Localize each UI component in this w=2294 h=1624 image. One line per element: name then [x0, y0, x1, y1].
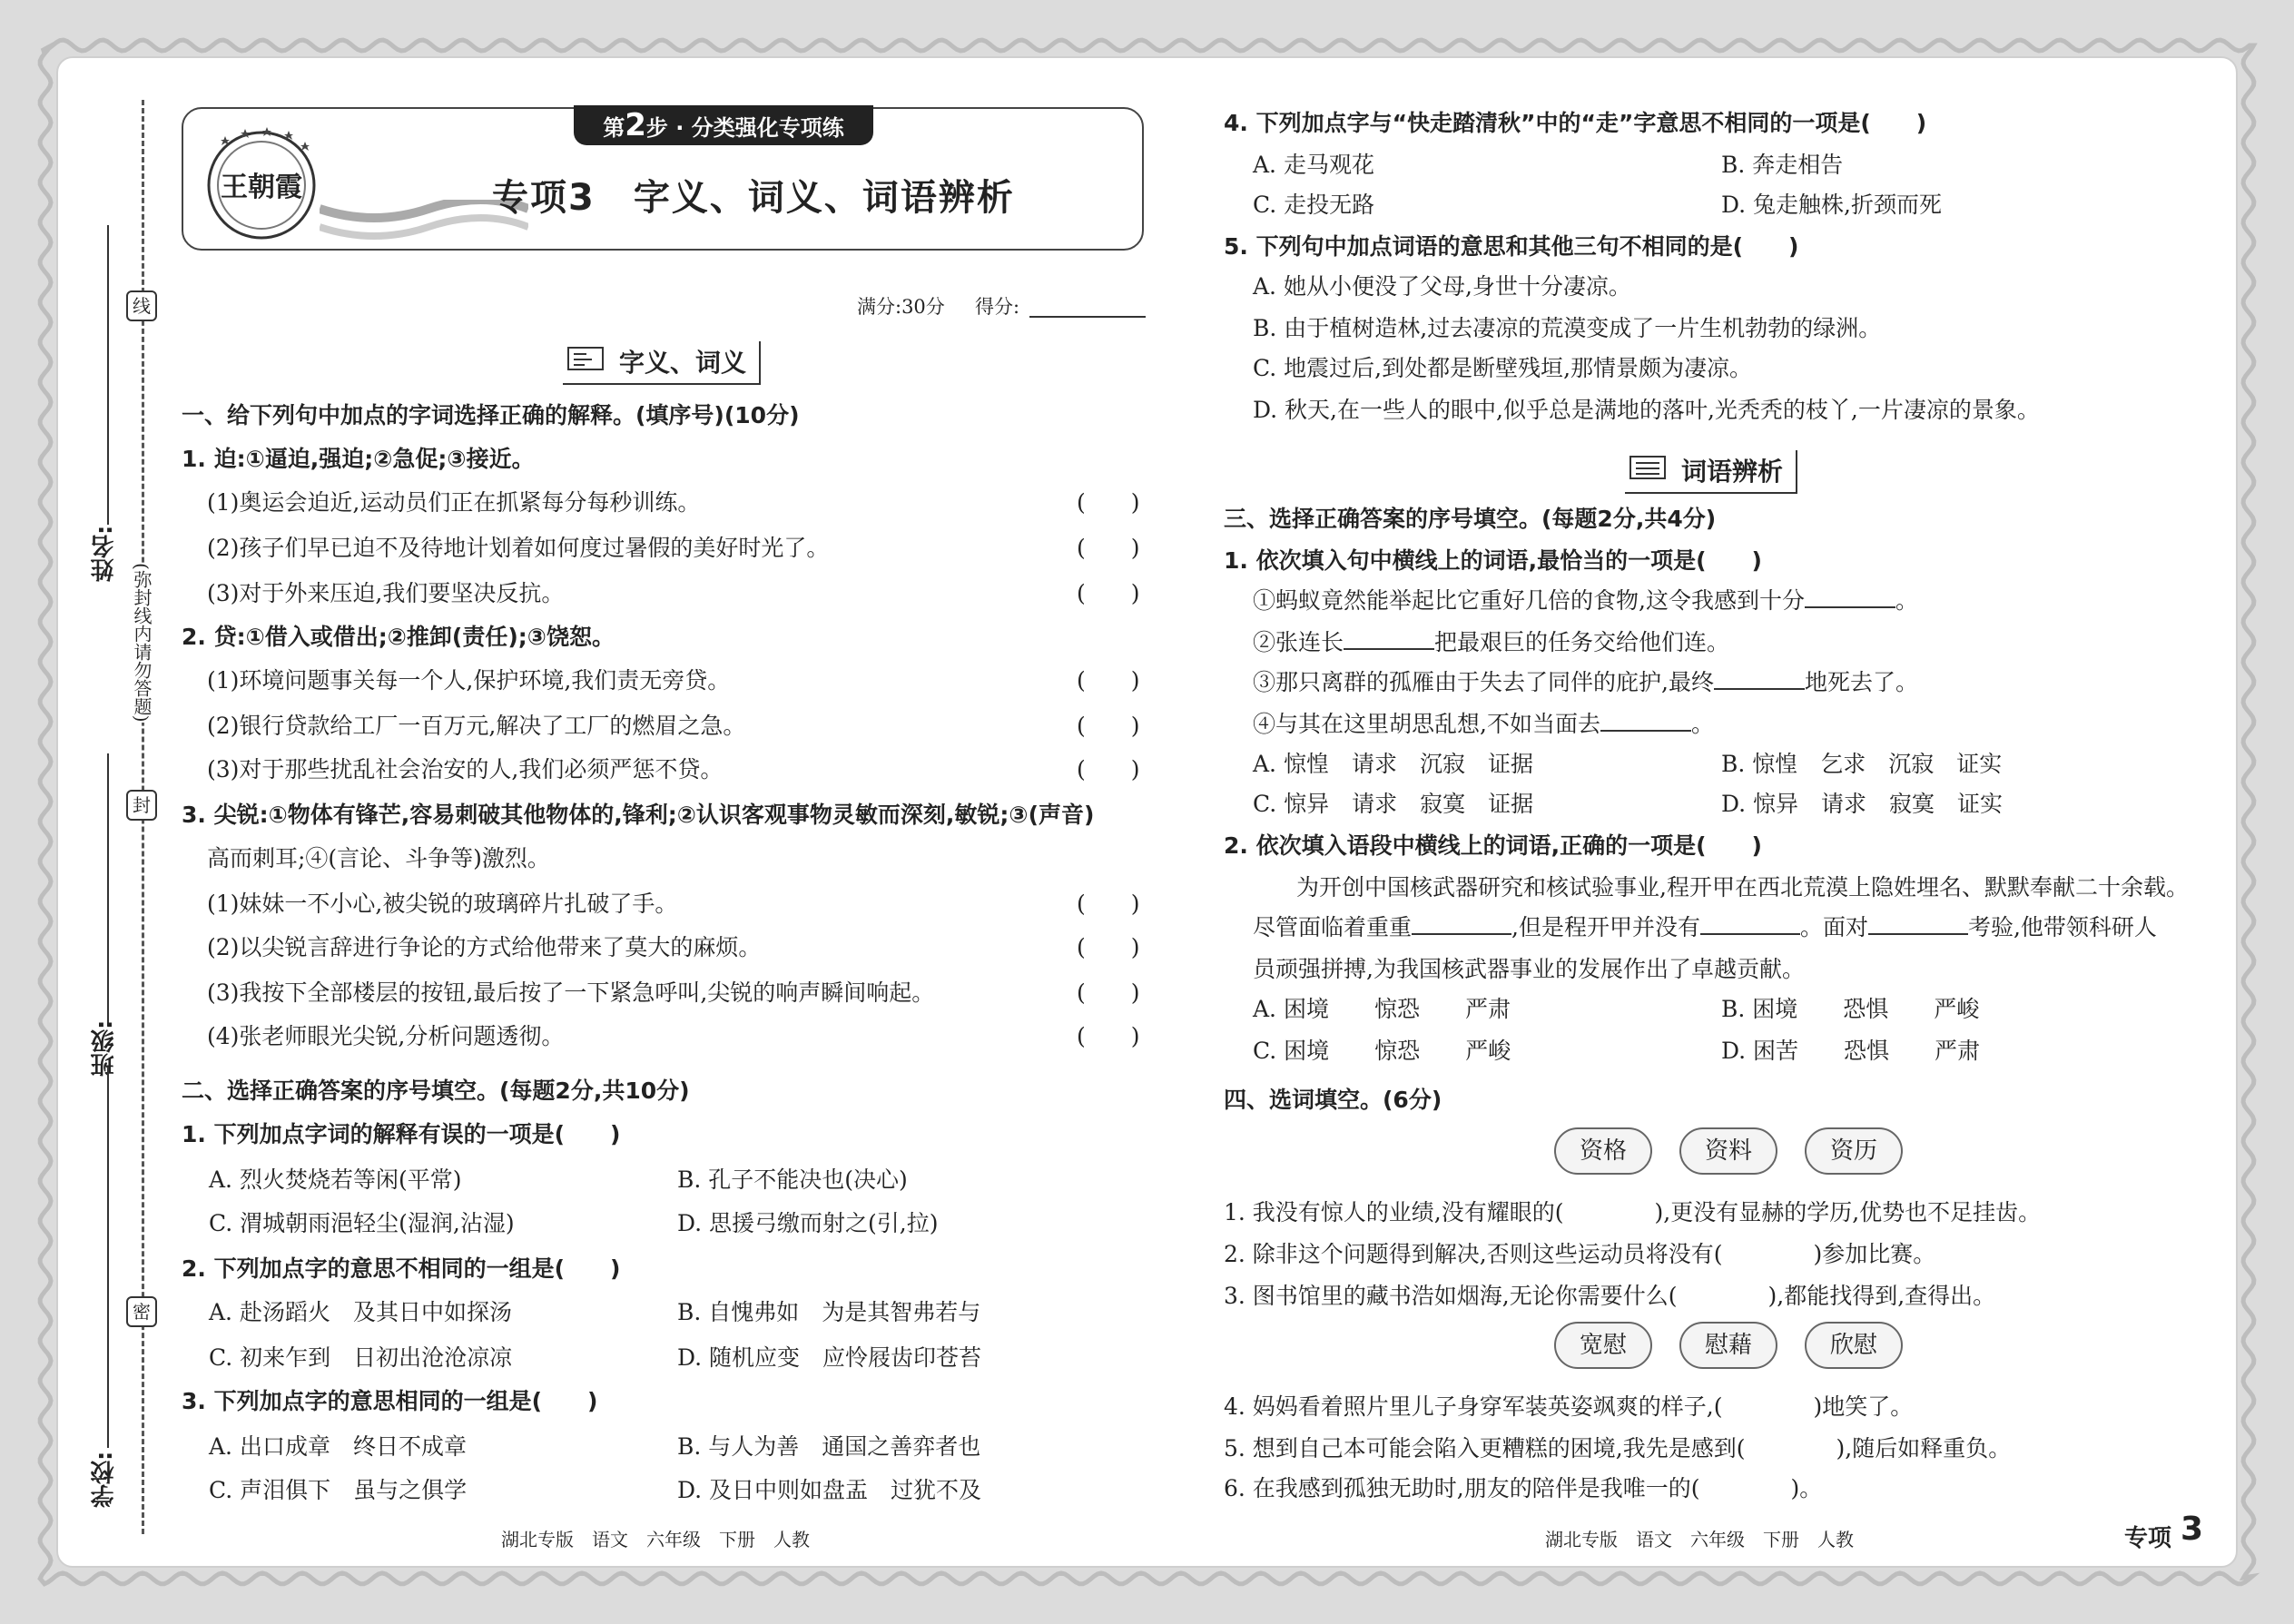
q4-sentence-1: 1. 我没有惊人的业绩,没有耀眼的( ),更没有显赫的学历,优势也不足挂齿。: [1224, 1199, 2042, 1225]
q1-3-3: (3)我按下全部楼层的按钮,最后按了一下紧急呼叫,尖锐的响声瞬间响起。: [207, 979, 935, 1006]
step-badge: [574, 105, 873, 145]
book-icon: [566, 345, 606, 372]
answer-paren[interactable]: ( ): [1077, 891, 1140, 917]
full-score: 满分:30分: [857, 296, 945, 318]
option-b[interactable]: B. 惊惶 乞求 沉寂 证实: [1721, 751, 2003, 777]
badge-num: 2: [625, 107, 646, 143]
line-text: ②张连长: [1253, 629, 1344, 655]
answer-paren[interactable]: ( ): [1077, 535, 1140, 561]
q1-1-2: (2)孩子们早已迫不及待地计划着如何度过暑假的美好时光了。: [207, 535, 830, 561]
option-d[interactable]: D. 惊异 请求 寂寞 证实: [1721, 791, 2004, 817]
word-choice[interactable]: 资历: [1805, 1127, 1903, 1175]
option-b[interactable]: B. 困境 恐惧 严峻: [1721, 996, 1980, 1022]
badge-post: 步 · 分类强化专项练: [645, 115, 844, 141]
q1-heading: 一、给下列句中加点的字词选择正确的解释。(填序号)(10分): [182, 402, 800, 428]
option-c[interactable]: C. 声泪俱下 虽与之俱学: [209, 1477, 468, 1503]
q1-2-3: (3)对于那些扰乱社会治安的人,我们必须严惩不贷。: [207, 756, 724, 782]
section-header-meaning: [563, 341, 761, 385]
option-c[interactable]: C. 地震过后,到处都是断壁残垣,那情景颇为凄凉。: [1253, 355, 1753, 381]
fill-blank[interactable]: [1714, 688, 1805, 690]
answer-paren[interactable]: ( ): [1077, 979, 1140, 1006]
q3-1-line4: ④与其在这里胡思乱想,不如当面去 。: [1253, 711, 1714, 737]
option-d[interactable]: D. 困苦 恐惧 严肃: [1721, 1038, 1981, 1064]
line-text: 把最艰巨的任务交给他们连。: [1434, 629, 1730, 655]
word-choice[interactable]: 资格: [1554, 1127, 1652, 1175]
q4-heading: 四、选词填空。(6分): [1224, 1087, 1442, 1113]
page-label: 专项: [2124, 1525, 2172, 1552]
q2-heading: 二、选择正确答案的序号填空。(每题2分,共10分): [182, 1078, 690, 1104]
option-c[interactable]: C. 渭城朝雨浥轻尘(湿润,沾湿): [209, 1210, 515, 1236]
line-text: 考验,他带领科研人: [1967, 914, 2157, 940]
svg-text:王朝霞: 王朝霞: [221, 172, 302, 203]
answer-paren[interactable]: ( ): [1077, 756, 1140, 782]
fill-blank[interactable]: [1868, 933, 1968, 935]
option-a[interactable]: A. 出口成章 终日不成章: [209, 1433, 467, 1460]
word-choice[interactable]: 欣慰: [1805, 1322, 1903, 1369]
option-a[interactable]: A. 烈火焚烧若等闲(平常): [209, 1166, 462, 1193]
option-b[interactable]: B. 由于植树造林,过去凄凉的荒漠变成了一片生机勃勃的绿洲。: [1253, 315, 1882, 341]
option-c[interactable]: C. 初来乍到 日初出沧沧凉凉: [209, 1344, 513, 1371]
q3-2-para2: [1253, 910, 2157, 942]
school-label: 学校:: [91, 1451, 118, 1509]
answer-paren[interactable]: ( ): [1077, 713, 1140, 739]
class-label: 班级:: [91, 1019, 118, 1078]
option-a[interactable]: A. 困境 惊恐 严肃: [1253, 996, 1511, 1022]
line-text: ,但是程开甲并没有: [1511, 914, 1700, 940]
option-c[interactable]: C. 走投无路: [1253, 192, 1375, 218]
line-text: ④与其在这里胡思乱想,不如当面去: [1253, 711, 1600, 737]
q1-3-2: (2)以尖锐言辞进行争论的方式给他带来了莫大的麻烦。: [207, 934, 762, 960]
score-label: 得分:: [975, 296, 1020, 318]
q1-1-1: (1)奥运会迫近,运动员们正在抓紧每分每秒训练。: [207, 489, 701, 516]
line-text: ③那只离群的孤雁由于失去了同伴的庇护,最终: [1253, 669, 1714, 695]
seal-sidebar: [87, 100, 178, 1534]
q3-2-para3: 员顽强拼搏,为我国核武器事业的发展作出了卓越贡献。: [1253, 956, 1805, 982]
q3-1-line2: [1253, 625, 1729, 657]
word-choice[interactable]: 慰藉: [1679, 1322, 1777, 1369]
q1-3-1: (1)妹妹一不小心,被尖锐的玻璃碎片扎破了手。: [207, 891, 678, 917]
option-d[interactable]: D. 思援弓缴而射之(引,拉): [677, 1210, 939, 1236]
answer-paren[interactable]: ( ): [1077, 489, 1140, 516]
q4-sentence-5: 5. 想到自己本可能会陷入更糟糕的困境,我先是感到( ),随后如释重负。: [1224, 1435, 2012, 1462]
footer-left: 湖北专版 语文 六年级 下册 人教: [501, 1529, 810, 1550]
q1-2-stem: 2. 贷:①借入或借出;②推卸(责任);③饶恕。: [182, 624, 615, 650]
q3-heading: 三、选择正确答案的序号填空。(每题2分,共4分): [1224, 506, 1717, 532]
option-d[interactable]: D. 随机应变 应怜屐齿印苍苔: [677, 1344, 982, 1371]
option-a[interactable]: A. 走马观花: [1253, 152, 1374, 178]
section-title: 词语辨析: [1681, 457, 1784, 487]
line-text: ①蚂蚁竟然能举起比它重好几倍的食物,这令我感到十分: [1253, 587, 1805, 614]
q3-1-line3: [1253, 664, 1918, 697]
section-header-discrimination: [1625, 450, 1797, 494]
q4-sentence-4: 4. 妈妈看着照片里儿子身穿军装英姿飒爽的样子,( )地笑了。: [1224, 1393, 1914, 1420]
q3-2-stem: 2. 依次填入语段中横线上的词语,正确的一项是( ): [1224, 832, 1762, 859]
q1-1-3: (3)对于外来压迫,我们要坚决反抗。: [207, 580, 565, 606]
q3-1-line1: ①蚂蚁竟然能举起比它重好几倍的食物,这令我感到十分 。: [1253, 587, 1918, 614]
word-choice[interactable]: 资料: [1679, 1127, 1777, 1175]
title-banner: [182, 107, 1144, 251]
option-a[interactable]: A. 惊惶 请求 沉寂 证据: [1253, 751, 1533, 777]
option-a[interactable]: A. 她从小便没了父母,身世十分凄凉。: [1253, 273, 1631, 300]
q4-sentence-2: 2. 除非这个问题得到解决,否则这些运动员将没有( )参加比赛。: [1224, 1241, 1936, 1267]
fill-blank[interactable]: [1344, 648, 1434, 650]
answer-paren[interactable]: ( ): [1077, 934, 1140, 960]
line-text: 地死去了。: [1804, 669, 1918, 695]
q4-sentence-3: 3. 图书馆里的藏书浩如烟海,无论你需要什么( ),都能找得到,查得出。: [1224, 1283, 1996, 1309]
q1-2-1: (1)环境问题事关每一个人,保护环境,我们责无旁贷。: [207, 667, 731, 694]
q1-2-2: (2)银行贷款给工厂一百万元,解决了工厂的燃眉之急。: [207, 713, 746, 739]
badge-pre: 第: [603, 115, 625, 141]
q1-1-stem: 1. 迫:①逼迫,强迫;②急促;③接近。: [182, 446, 535, 472]
option-b[interactable]: B. 与人为善 通国之善弈者也: [677, 1433, 981, 1460]
option-a[interactable]: A. 赴汤蹈火 及其日中如探汤: [209, 1299, 512, 1325]
page-title: 专项3 字义、词义、词语辨析: [492, 177, 1015, 219]
option-b[interactable]: B. 奔走相告: [1721, 152, 1844, 178]
q1-3-stem: 3. 尖锐:①物体有锋芒,容易刺破其他物体的,锋利;②认识客观事物灵敏而深刻,敏锐;③(声音): [182, 802, 1095, 828]
q2-1-stem: 1. 下列加点字词的解释有误的一项是( ): [182, 1121, 621, 1147]
seal-mark-top: 线: [126, 290, 157, 321]
name-field-line[interactable]: [107, 225, 109, 525]
q4-sentence-6: 6. 在我感到孤独无助时,朋友的陪伴是我唯一的( )。: [1224, 1475, 1823, 1501]
option-d[interactable]: D. 及日中则如盘盂 过犹不及: [677, 1477, 982, 1503]
q2-4-stem: 4. 下列加点字与“快走踏清秋”中的“走”字意思不相同的一项是( ): [1224, 110, 1927, 136]
footer-right: 湖北专版 语文 六年级 下册 人教: [1545, 1529, 1854, 1550]
option-d[interactable]: D. 兔走触株,折颈而死: [1721, 192, 1942, 218]
q1-3-stem-cont: 高而刺耳;④(言论、斗争等)激烈。: [207, 845, 550, 871]
q3-2-para1: 为开创中国核武器研究和核试验事业,程开甲在西北荒漠上隐姓埋名、默默奉献二十余载。: [1296, 874, 2189, 901]
score-field[interactable]: [1029, 316, 1146, 318]
publisher-logo: [198, 123, 325, 241]
seal-mark-mid: 封: [126, 790, 157, 821]
word-choice[interactable]: 宽慰: [1554, 1322, 1652, 1369]
q2-3-stem: 3. 下列加点字的意思相同的一组是( ): [182, 1388, 598, 1414]
option-d[interactable]: D. 秋天,在一些人的眼中,似乎总是满地的落叶,光秃秃的枝丫,一片凄凉的景象。: [1253, 397, 2040, 423]
option-c[interactable]: C. 困境 惊恐 严峻: [1253, 1038, 1511, 1064]
option-b[interactable]: B. 自愧弗如 为是其智弗若与: [677, 1299, 981, 1325]
fill-blank[interactable]: [1805, 606, 1895, 608]
fill-blank[interactable]: [1700, 933, 1800, 935]
class-field-line[interactable]: [107, 753, 109, 1026]
line-text: 尽管面临着重重: [1253, 914, 1413, 940]
answer-paren[interactable]: ( ): [1077, 667, 1140, 694]
fill-blank[interactable]: [1412, 933, 1511, 935]
q2-2-stem: 2. 下列加点字的意思不相同的一组是( ): [182, 1255, 621, 1282]
name-label: 姓名:: [91, 525, 118, 583]
book-icon: [1629, 454, 1669, 481]
q2-5-stem: 5. 下列句中加点词语的意思和其他三句不相同的是( ): [1224, 233, 1799, 260]
school-field-line[interactable]: [107, 1067, 109, 1448]
option-c[interactable]: C. 惊异 请求 寂寞 证据: [1253, 791, 1534, 817]
option-b[interactable]: B. 孔子不能决也(决心): [677, 1166, 908, 1193]
answer-paren[interactable]: ( ): [1077, 1023, 1140, 1049]
section-title: 字义、词义: [619, 348, 747, 378]
answer-paren[interactable]: ( ): [1077, 580, 1140, 606]
page-number: 3: [2181, 1511, 2204, 1548]
line-text: 。面对: [1799, 914, 1868, 940]
seal-note: (弥封线内请勿答题): [126, 563, 157, 723]
q3-1-stem: 1. 依次填入句中横线上的词语,最恰当的一项是( ): [1224, 547, 1762, 574]
q1-3-4: (4)张老师眼光尖锐,分析问题透彻。: [207, 1023, 565, 1049]
seal-mark-bottom: 密: [126, 1296, 157, 1327]
fill-blank[interactable]: [1600, 730, 1691, 732]
